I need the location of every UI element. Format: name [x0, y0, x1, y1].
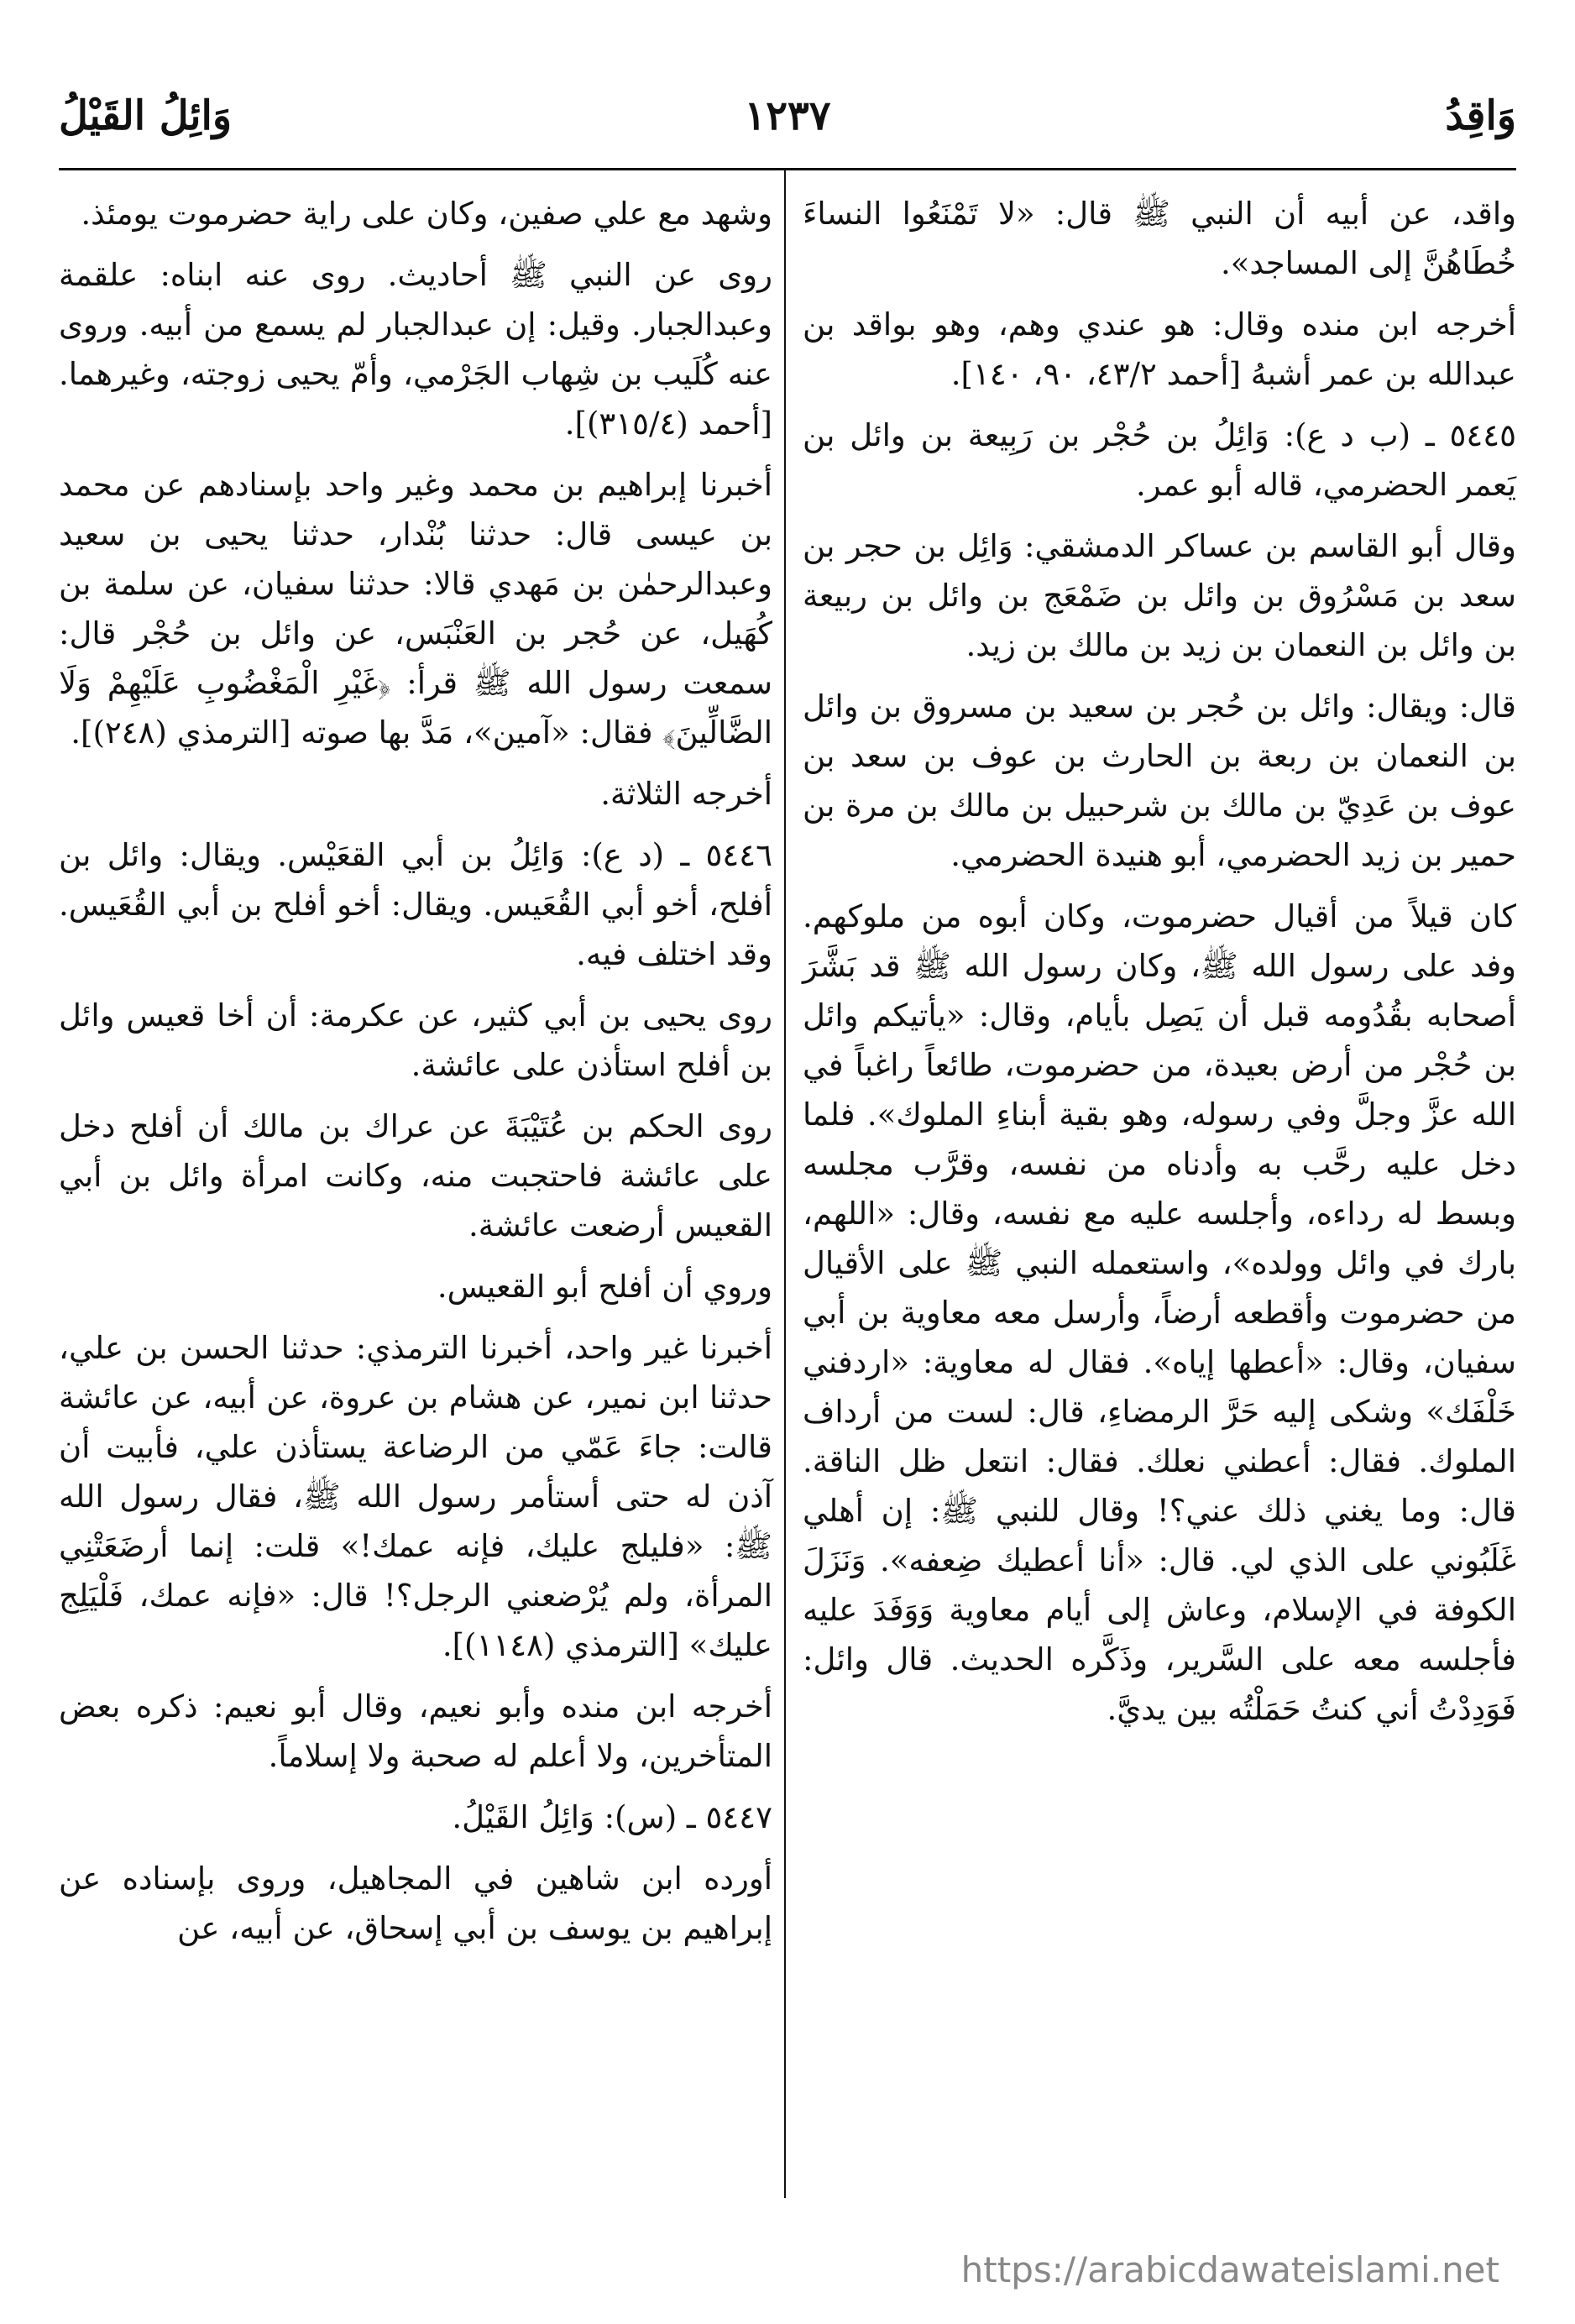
paragraph: روى الحكم بن عُتَيْبَةَ عن عراك بن مالك أن أفلح دخل على عائشة فاحتجبت منه، وكانت امرأة وائل بن أبي القعيس أرضعت عائشة. — [59, 1108, 772, 1243]
paragraph: روى عن النبي ﷺ أحاديث. روى عنه ابناه: علقمة وعبدالجبار. وقيل: إن عبدالجبار لم يسمع من أبيه. وروى عنه كُلَيب بن شِهاب الجَرْمي، وأمّ يحيى زوجته، وغيرهما. [أحمد (٣١٥/٤)]. — [59, 257, 772, 442]
watermark-url: https://arabicdawateislami.net — [960, 2249, 1499, 2290]
paragraph: قال: ويقال: وائل بن حُجر بن سعيد بن مسروق بن وائل بن النعمان بن ربعة بن الحارث بن عوف بن سعد بن عوف بن عَدِيّ بن مالك بن شرحبيل بن مالك بن مرة بن حمير بن زيد الحضرمي، أبو هنيدة الحضرمي. — [803, 688, 1516, 873]
paragraph: واقد، عن أبيه أن النبي ﷺ قال: «لا تَمْنَعُوا النساءَ خُطَاهُنَّ إلى المساجد». — [803, 196, 1516, 281]
column-divider — [784, 168, 786, 2198]
paragraph: أخبرنا إبراهيم بن محمد وغير واحد بإسنادهم عن محمد بن عيسى قال: حدثنا بُنْدار، حدثنا يحيى بن سعيد وعبدالرحمٰن بن مَهدي قالا: حدثنا سفيان، عن سلمة بن كُهَيل، عن حُجر بن العَنْبَس، عن وائل بن حُجْر قال: سمعت رسول الله ﷺ قرأ: ﴿غَيْرِ الْمَغْضُوبِ عَلَيْهِمْ وَلَا الضَّالِّينَ﴾ فقال: «آمين»، مَدَّ بها صوته [الترمذي (٢٤٨)]. — [59, 467, 772, 751]
right-column — [803, 189, 1516, 1746]
page-number: ١٢٣٧ — [744, 92, 831, 139]
paragraph: أخرجه الثلاثة. — [600, 776, 772, 812]
paragraph: روى يحيى بن أبي كثير، عن عكرمة: أن أخا قعيس وائل بن أفلح استأذن على عائشة. — [59, 997, 772, 1083]
header-left-word: وَائِلُ القَيْلُ — [59, 92, 233, 139]
paragraph: أخبرنا غير واحد، أخبرنا الترمذي: حدثنا الحسن بن علي، حدثنا ابن نمير، عن هشام بن عروة، عن أبيه، عن عائشة قالت: جاءَ عَمّي من الرضاعة يستأذن علي، فأبيت أن آذن له حتى أستأمر رسول الله ﷺ، فقال رسول الله ﷺ: «فليلج عليك، فإنه عمك!» قلت: إنما أرضَعَتْنِي المرأة، ولم يُرْضعني الرجل؟! قال: «فإنه عمك، فَلْيَلِج عليك» [الترمذي (١١٤٨)]. — [59, 1330, 772, 1663]
paragraph: وقال أبو القاسم بن عساكر الدمشقي: وَائِل بن حجر بن سعد بن مَسْرُوق بن وائل بن ضَمْعَج بن وائل بن ربيعة بن وائل بن النعمان بن زيد بن مالك بن زيد. — [803, 528, 1516, 663]
paragraph: أخرجه ابن منده وقال: هو عندي وهم، وهو بواقد بن عبدالله بن عمر أشبهُ [أحمد ٤٣/٢، ٩٠، ١٤٠]. — [803, 306, 1516, 392]
paragraph: أخرجه ابن منده وأبو نعيم، وقال أبو نعيم: ذكره بعض المتأخرين، ولا أعلم له صحبة ولا إسلاماً. — [59, 1688, 772, 1774]
left-column — [59, 189, 772, 1965]
header-right-word: وَاقِدُ — [1445, 92, 1516, 139]
paragraph: كان قيلاً من أقيال حضرموت، وكان أبوه من ملوكهم. وفد على رسول الله ﷺ، وكان رسول الله ﷺ قد بَشَّرَ أصحابه بقُدُومه قبل أن يَصِل بأيام، وقال: «يأتيكم وائل بن حُجْر من أرض بعيدة، من حضرموت، طائعاً راغباً في الله عزَّ وجلَّ وفي رسوله، وهو بقية أبناءِ الملوك». فلما دخل عليه رحَّب به وأدناه من نفسه، وقرَّب مجلسه وبسط له رداءه، وأجلسه عليه مع نفسه، وقال: «اللهم، بارك في وائل وولده»، واستعمله النبي ﷺ على الأقيال من حضرموت وأقطعه أرضاً، وأرسل معه معاوية بن أبي سفيان، وقال: «أعطها إياه». فقال له معاوية: «اردفني خَلْفَك» وشكى إليه حَرَّ الرمضاءِ، قال: لست من أرداف الملوك. فقال: أعطني نعلك. فقال: انتعل ظل الناقة. قال: وما يغني ذلك عني؟! وقال للنبي ﷺ: إن أهلي غَلَبُوني على الذي لي. قال: «أنا أعطيك ضِعفه». وَنَزَلَ الكوفة في الإسلام، وعاش إلى أيام معاوية وَوَفَدَ عليه فأجلسه معه على السَّرير، وذَكَّره الحديث. قال وائل: فَوَدِدْتُ أني كنتُ حَمَلْتُه بين يديَّ. — [803, 898, 1516, 1727]
paragraph: ٥٤٤٧ ـ (س): وَائِلُ القَيْلُ. — [452, 1799, 772, 1835]
paragraph: أورده ابن شاهين في المجاهيل، وروى بإسناده عن إبراهيم بن يوسف بن أبي إسحاق، عن أبيه، عن — [59, 1861, 772, 1946]
header-rule — [59, 168, 1516, 170]
paragraph: ٥٤٤٦ ـ (د ع): وَائِلُ بن أبي القعَيْس. ويقال: وائل بن أفلح، أخو أبي القُعَيس. ويقال: أخو أفلح بن أبي القُعَيس. وقد اختلف فيه. — [59, 837, 772, 972]
paragraph: ٥٤٤٥ ـ (ب د ع): وَائِلُ بن حُجْر بن رَبِيعة بن وائل بن يَعمر الحضرمي، قاله أبو عمر. — [803, 417, 1516, 503]
paragraph: وروي أن أفلح أبو القعيس. — [437, 1269, 772, 1305]
paragraph: وشهد مع علي صفين، وكان على راية حضرموت يومئذ. — [81, 196, 772, 232]
